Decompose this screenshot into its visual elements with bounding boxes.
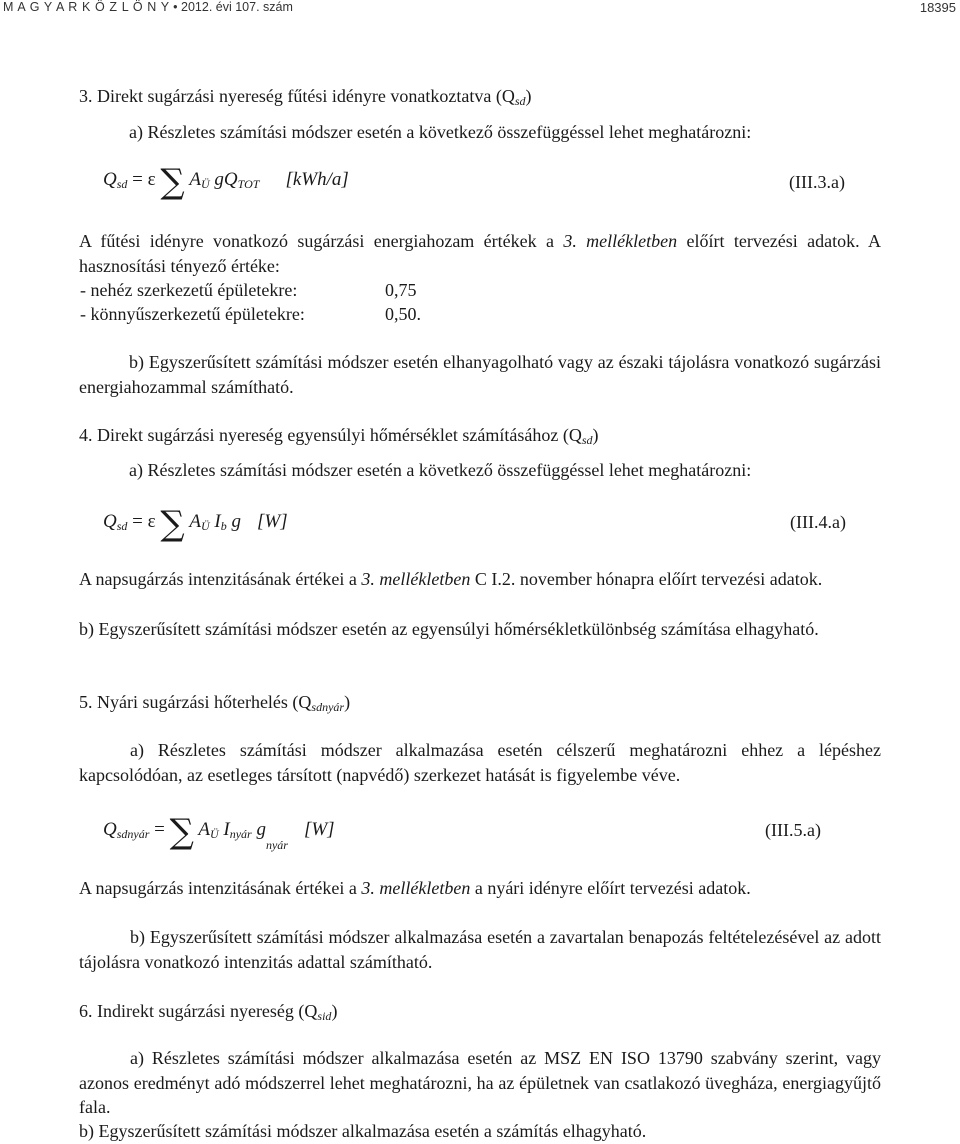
list-value-light: 0,50.	[385, 304, 421, 324]
list-label-light: - könnyűszerkezetű épületekre:	[80, 304, 305, 324]
s3-p1-a: A fűtési idényre vonatkozó sugárzási energiahozam értékek a	[79, 231, 564, 251]
eq3-gq-sub: TOT	[237, 177, 260, 191]
eq5-unit: [W]	[303, 819, 335, 840]
section-6-title	[79, 999, 337, 1024]
equation-III-4-a	[103, 504, 288, 544]
section-3-paragraph	[79, 229, 881, 278]
section-4-title-sub: sd	[581, 433, 593, 447]
section-3a-text: a) Részletes számítási módszer esetén a következő összefüggéssel lehet meghatározni:	[129, 122, 752, 142]
eq5-lhs-sub: sdnyár	[116, 827, 150, 841]
eq3-lhs-sub: sd	[116, 177, 128, 191]
list-item-heavy	[80, 278, 417, 303]
section-6a-text: a) Részletes számítási módszer alkalmazása esetén az MSZ EN ISO 13790 szabvány szerint, vagy azonos eredményt adó módszerrel lehet meghatározni, ha az épületnek van csatlakozó üvegháza, energiagyűjtő fala.	[79, 1048, 881, 1117]
section-4b-text: b) Egyszerűsített számítási módszer esetén az egyensúlyi hőmérsékletkülönbség számítása elhagyható.	[79, 619, 819, 639]
section-5-title	[79, 690, 350, 715]
eq4-lhs: Q	[103, 511, 117, 532]
eq3-gq: gQ	[209, 169, 238, 190]
issue-label: 2012. évi 107. szám	[181, 0, 293, 14]
section-3-title-end: )	[525, 86, 532, 106]
eq4-i: I	[209, 511, 221, 532]
section-5-title-text: 5. Nyári sugárzási hőterhelés (Q	[79, 692, 312, 712]
section-5b-text: b) Egyszerűsített számítási módszer alkalmazása esetén a zavartalan benapozás feltételezésével az adott tájolásra vonatkozó intenzitás adattal számítható.	[79, 927, 881, 972]
section-5-title-sub: sdnyár	[311, 700, 345, 714]
eq4-a: A	[189, 511, 201, 532]
section-6-title-text: 6. Indirekt sugárzási nyereség (Q	[79, 1001, 318, 1021]
page-header	[0, 0, 960, 20]
list-label-heavy: - nehéz szerkezetű épületekre:	[80, 280, 298, 300]
s5-p1-a: A napsugárzás intenzitásának értékei a	[79, 878, 362, 898]
eq4-unit: [W]	[257, 511, 288, 532]
equation-III-5-a	[103, 812, 335, 852]
equation-number-III-5-a: (III.5.a)	[765, 820, 821, 840]
section-6-title-end: )	[331, 1001, 338, 1021]
sum-symbol: ∑	[169, 812, 194, 852]
eq5-a: A	[198, 819, 210, 840]
eq5-g-sub: nyár	[265, 838, 288, 852]
s3-p1-ref: 3. mellékletben	[563, 231, 678, 251]
eq5-i: I	[218, 819, 230, 840]
eq4-a-sub: Ü	[201, 519, 210, 533]
eq5-i-sub: nyár	[229, 827, 252, 841]
page-number: 18395	[919, 0, 956, 15]
eq5-g: g	[251, 819, 266, 840]
s5-p1-c: a nyári idényre előírt tervezési adatok.	[470, 878, 751, 898]
s4-p1-a: A napsugárzás intenzitásának értékei a	[79, 569, 362, 589]
eq3-a: A	[189, 169, 201, 190]
section-4-title	[79, 423, 599, 448]
s4-p1-ref: 3. mellékletben	[361, 569, 471, 589]
eq3-equals: = ε	[127, 169, 161, 190]
list-value-heavy: 0,75	[385, 280, 417, 300]
eq3-unit: [kWh/a]	[285, 169, 349, 190]
section-5a-text: a) Részletes számítási módszer alkalmazása esetén célszerű meghatározni ehhez a lépéshez kapcsolódóan, az esetleges társított (napvédő) szerkezet hatását is figyelembe véve.	[79, 740, 881, 785]
eq5-equals: =	[149, 819, 170, 840]
eq4-lhs-sub: sd	[116, 519, 128, 533]
eq4-equals: = ε	[127, 511, 161, 532]
journal-name: M A G Y A R K Ö Z L Ö N Y	[3, 0, 170, 14]
section-6b-text: b) Egyszerűsített számítási módszer alkalmazása esetén a számítás elhagyható.	[79, 1121, 647, 1141]
section-3-title-sub: sd	[514, 94, 526, 108]
eq3-a-sub: Ü	[201, 177, 210, 191]
section-4-paragraph	[79, 567, 881, 592]
list-item-light	[80, 302, 421, 327]
section-3-title-text: 3. Direkt sugárzási nyereség fűtési idényre vonatkoztatva (Q	[79, 86, 515, 106]
section-3b-text: b) Egyszerűsített számítási módszer esetén elhanyagolható vagy az északi tájolásra vonatkozó sugárzási energiahozammal számítható.	[79, 352, 881, 397]
journal-header	[3, 0, 293, 14]
s4-p1-c: C I.2. november hónapra előírt tervezési adatok.	[470, 569, 823, 589]
sum-symbol: ∑	[160, 504, 185, 544]
eq4-i-sub: b	[220, 519, 227, 533]
eq5-a-sub: Ü	[209, 827, 219, 841]
equation-number-III-4-a: (III.4.a)	[790, 512, 846, 532]
header-separator: •	[169, 0, 182, 14]
section-5-title-end: )	[344, 692, 351, 712]
s3-p1-c: előírt tervezési adatok. A hasznosítási tényező értéke:	[79, 231, 881, 276]
equation-III-3-a	[103, 162, 349, 202]
s5-p1-ref: 3. mellékletben	[361, 878, 471, 898]
section-5-paragraph	[79, 876, 751, 901]
sum-symbol: ∑	[160, 162, 185, 202]
section-4-title-end: )	[592, 425, 599, 445]
section-4-title-text: 4. Direkt sugárzási nyereség egyensúlyi hőmérséklet számításához (Q	[79, 425, 582, 445]
equation-number-III-3-a: (III.3.a)	[789, 172, 845, 192]
section-3-title	[79, 84, 532, 109]
eq3-lhs: Q	[103, 169, 117, 190]
section-6-title-sub: sid	[317, 1009, 332, 1023]
eq5-lhs: Q	[103, 819, 117, 840]
eq4-g: g	[226, 511, 241, 532]
section-4a-text: a) Részletes számítási módszer esetén a következő összefüggéssel lehet meghatározni:	[129, 460, 752, 480]
